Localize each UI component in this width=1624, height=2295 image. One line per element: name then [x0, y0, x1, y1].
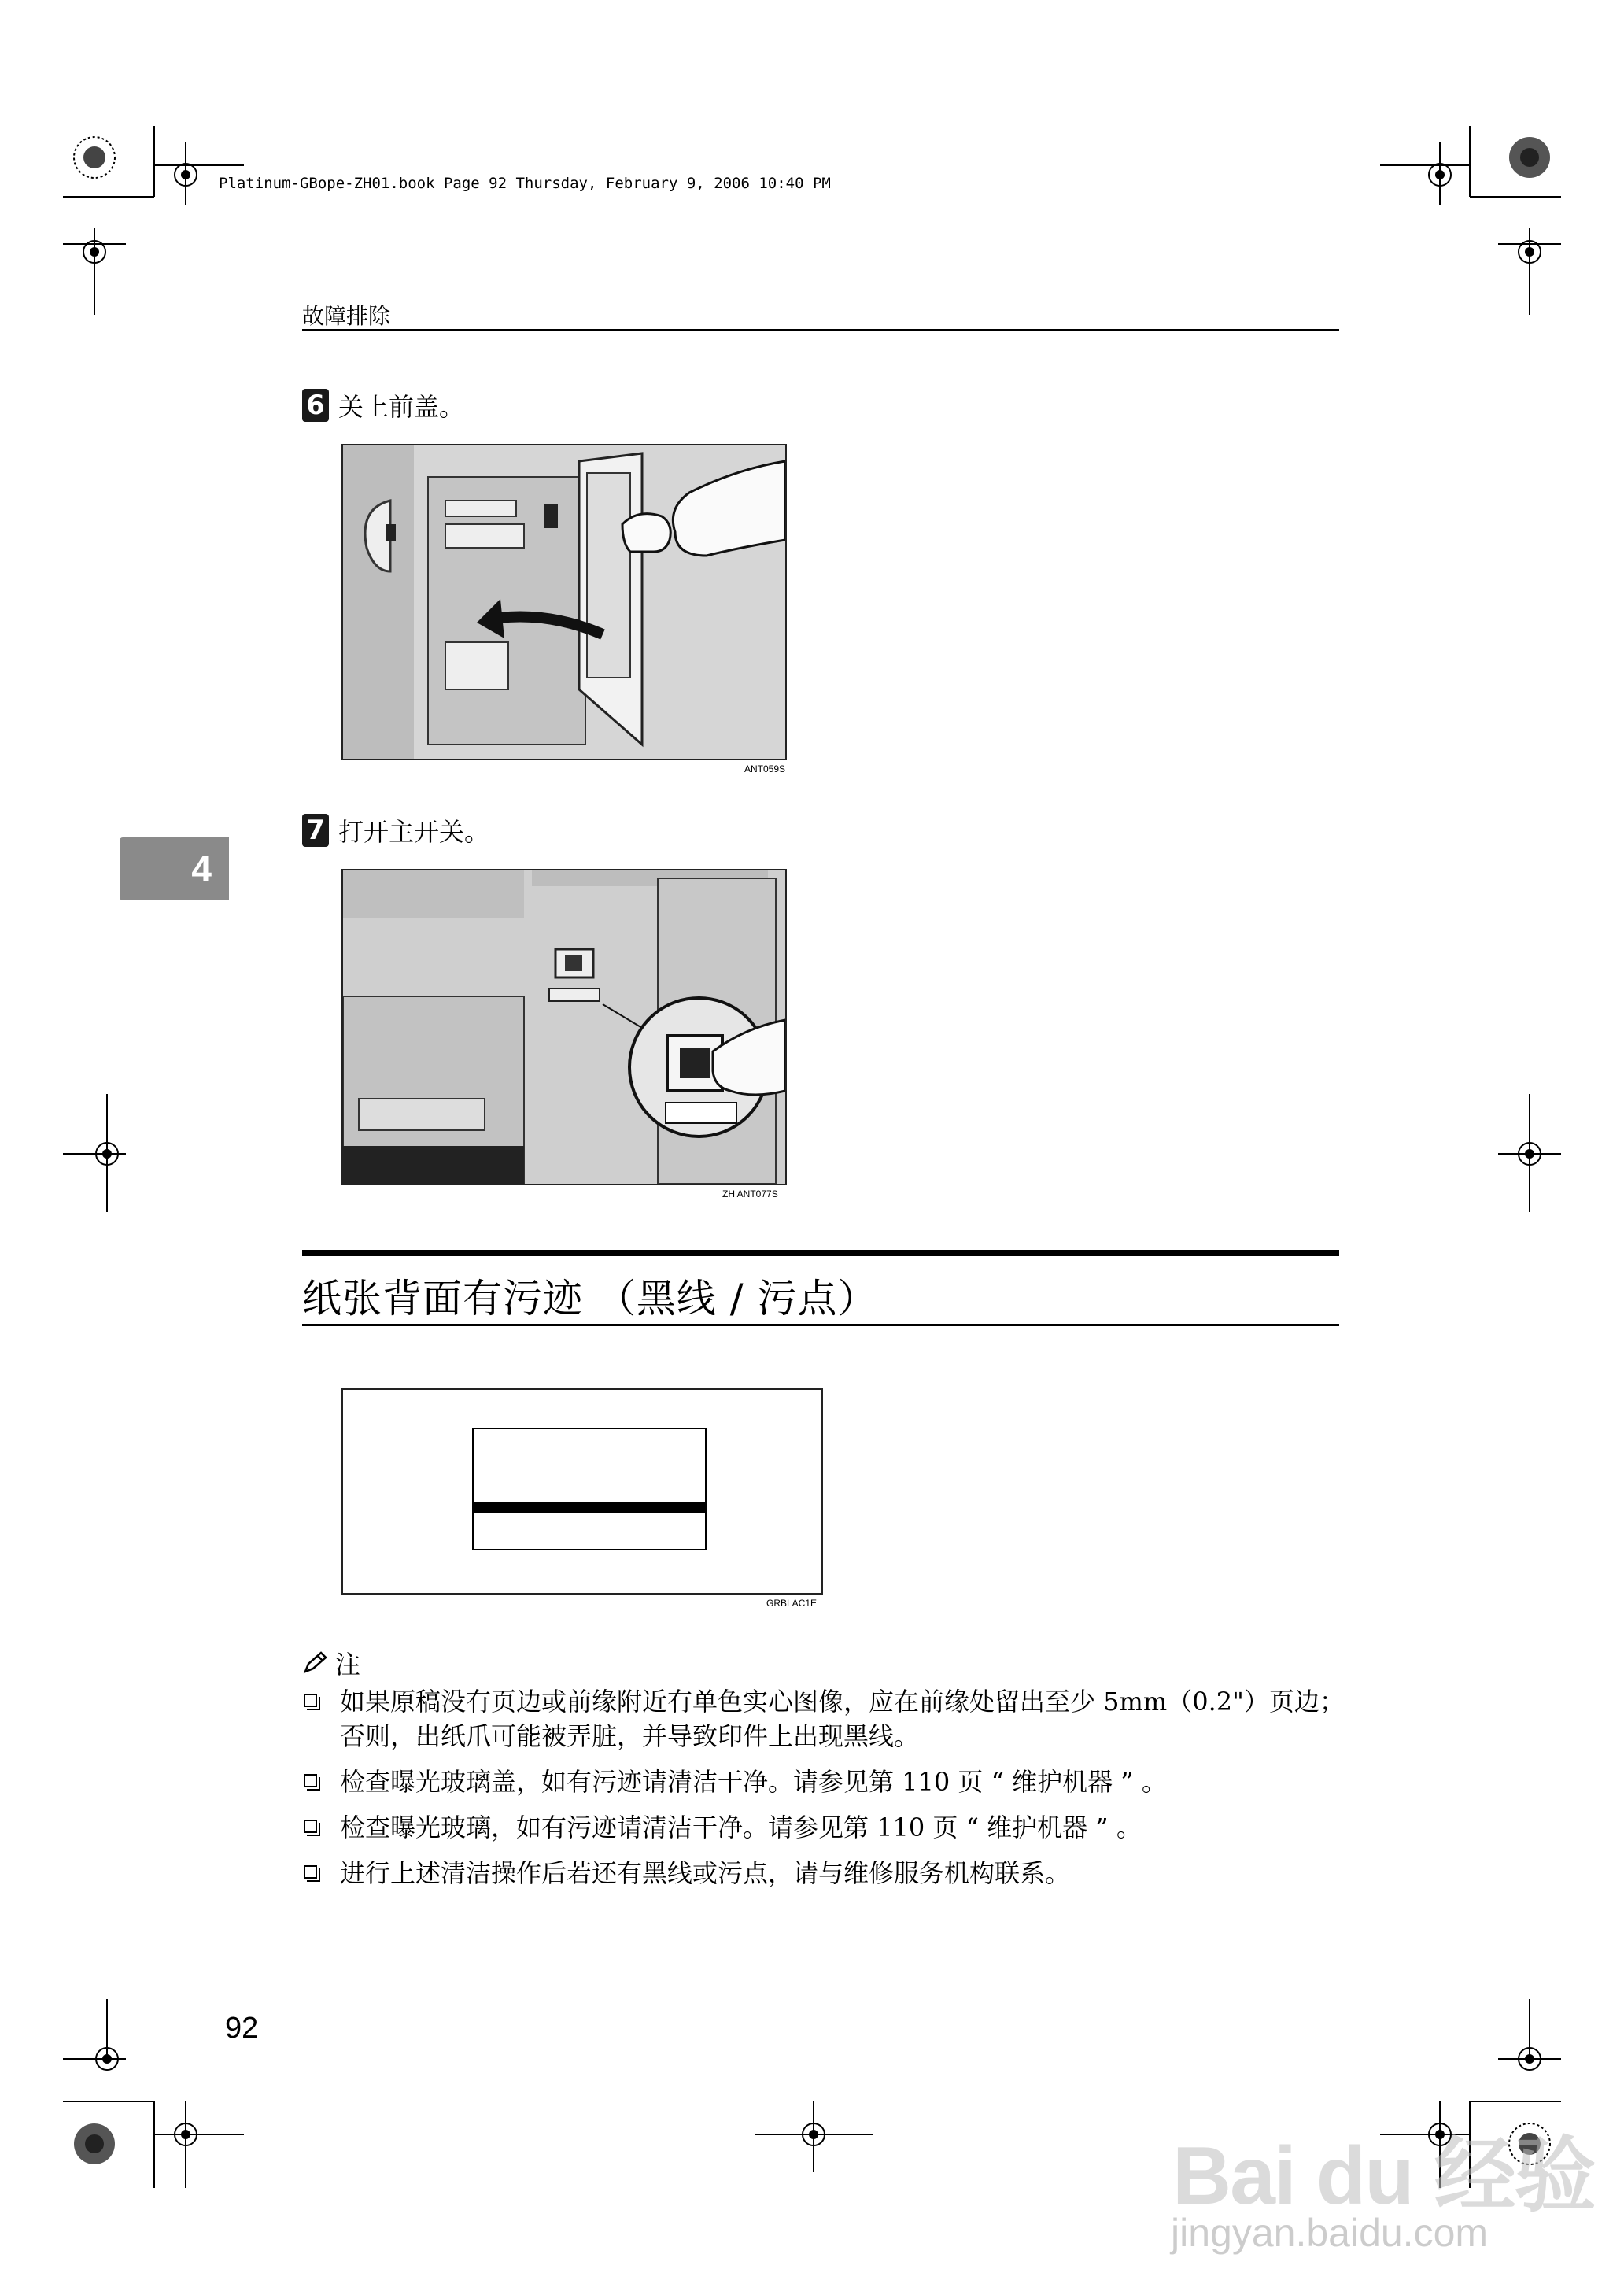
section-rule-bottom [302, 1324, 1339, 1326]
note-label: 注 [335, 1650, 361, 1680]
pencil-icon [302, 1651, 329, 1675]
note-item: 检查曝光玻璃盖，如有污迹请清洁干净。请参见第 110 页 “ 维护机器 ” 。 [302, 1765, 1349, 1799]
book-header: Platinum-GBope-ZH01.book Page 92 Thursday, February 9, 2006 10:40 PM [219, 175, 831, 192]
section-title: 纸张背面有污迹 （黑线 / 污点） [302, 1276, 878, 1321]
note-heading [302, 1645, 360, 1681]
step-6 [302, 387, 464, 423]
step-text: 关上前盖。 [338, 392, 465, 422]
checkbox-icon [304, 1694, 317, 1707]
section-rule-top [302, 1250, 1339, 1256]
black-line [472, 1502, 707, 1513]
figure-code: GRBLAC1E [766, 1598, 818, 1609]
front-cover-drawing [343, 445, 785, 759]
baidu-watermark-url: jingyan.baidu.com [1171, 2211, 1489, 2255]
checkbox-icon [304, 1865, 317, 1879]
step-text: 打开主开关。 [338, 817, 490, 847]
note-item: 检查曝光玻璃，如有污迹请清洁干净。请参见第 110 页 “ 维护机器 ” 。 [302, 1810, 1349, 1845]
note-item: 如果原稿没有页边或前缘附近有单色实心图像，应在前缘处留出至少 5mm（0.2"）页边；否则，出纸爪可能被弄脏，并导致印件上出现黑线。 [302, 1684, 1349, 1754]
note-item: 进行上述清洁操作后若还有黑线或污点，请与维修服务机构联系。 [302, 1856, 1349, 1890]
main-switch-illustration [341, 869, 787, 1185]
figure-code: ZH ANT077S [722, 1188, 778, 1199]
paper-sheet [472, 1428, 707, 1550]
checkbox-icon [304, 1820, 317, 1833]
page-number: 92 [225, 2012, 259, 2045]
step-number: 6 [302, 389, 329, 422]
chapter-tab: 4 [120, 837, 229, 900]
baidu-watermark-logo: Bai du 经验 [1172, 2131, 1595, 2222]
step-number: 7 [302, 814, 329, 847]
header-rule [302, 329, 1339, 331]
main-switch-drawing [343, 870, 785, 1184]
figure-code: ANT059S [744, 763, 786, 774]
running-head: 故障排除 [302, 303, 391, 329]
black-line-paper-diagram [341, 1388, 823, 1595]
note-list [302, 1684, 1349, 1901]
step-7 [302, 812, 489, 848]
close-front-cover-illustration [341, 444, 787, 760]
checkbox-icon [304, 1774, 317, 1787]
